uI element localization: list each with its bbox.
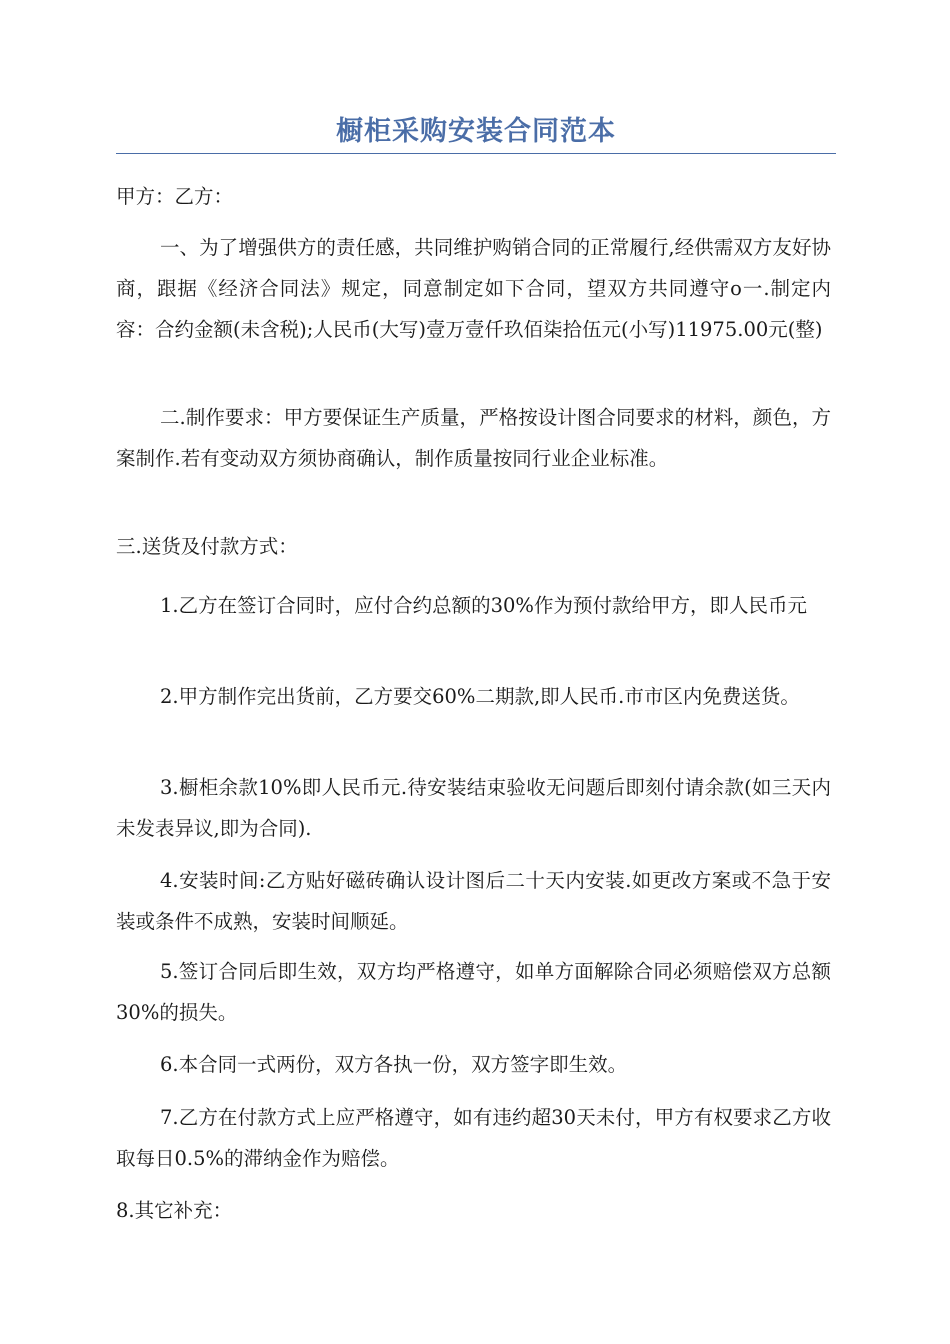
list-item: 2.甲方制作完出货前，乙方要交60%二期款,即人民币.市市区内免费送货。: [160, 685, 800, 708]
list-item: 3.橱柜余款10%即人民币元.待安装结束验收无问题后即刻付请余款(如三天内未发表异议,即为合同).: [116, 776, 831, 840]
document-title: 橱柜采购安装合同范本: [336, 116, 616, 147]
parties-line: 甲方：乙方：: [116, 185, 234, 208]
section-3-heading: 三.送货及付款方式：: [116, 535, 298, 558]
section-1-paragraph: 一、为了增强供方的责任感，共同维护购销合同的正常履行,经供需双方友好协商，跟据《经济合同法》规定，同意制定如下合同，望双方共同遵守ο一.制定内容：合约金额(未含税);人民币(大写)壹万壹仟玖佰柒拾伍元(小写)11975.00元(整): [116, 236, 831, 341]
list-item: 6.本合同一式两份，双方各执一份，双方签字即生效。: [160, 1053, 628, 1076]
list-item: 5.签订合同后即生效，双方均严格遵守，如单方面解除合同必须赔偿双方总额30%的损失。: [116, 960, 831, 1024]
list-item: 7.乙方在付款方式上应严格遵守，如有违约超30天未付，甲方有权要求乙方收取每日0.5%的滞纳金作为赔偿。: [116, 1106, 831, 1170]
list-item: 4.安装时间:乙方贴好磁砖确认设计图后二十天内安装.如更改方案或不急于安装或条件不成熟，安装时间顺延。: [116, 869, 831, 933]
title-underline: [116, 153, 836, 154]
list-item: 1.乙方在签订合同时，应付合约总额的30%作为预付款给甲方，即人民币元: [160, 594, 807, 617]
section-8-heading: 8.其它补充：: [116, 1199, 233, 1222]
section-2-paragraph: 二.制作要求：甲方要保证生产质量，严格按设计图合同要求的材料，颜色，方案制作.若有变动双方须协商确认，制作质量按同行业企业标准。: [116, 406, 831, 470]
